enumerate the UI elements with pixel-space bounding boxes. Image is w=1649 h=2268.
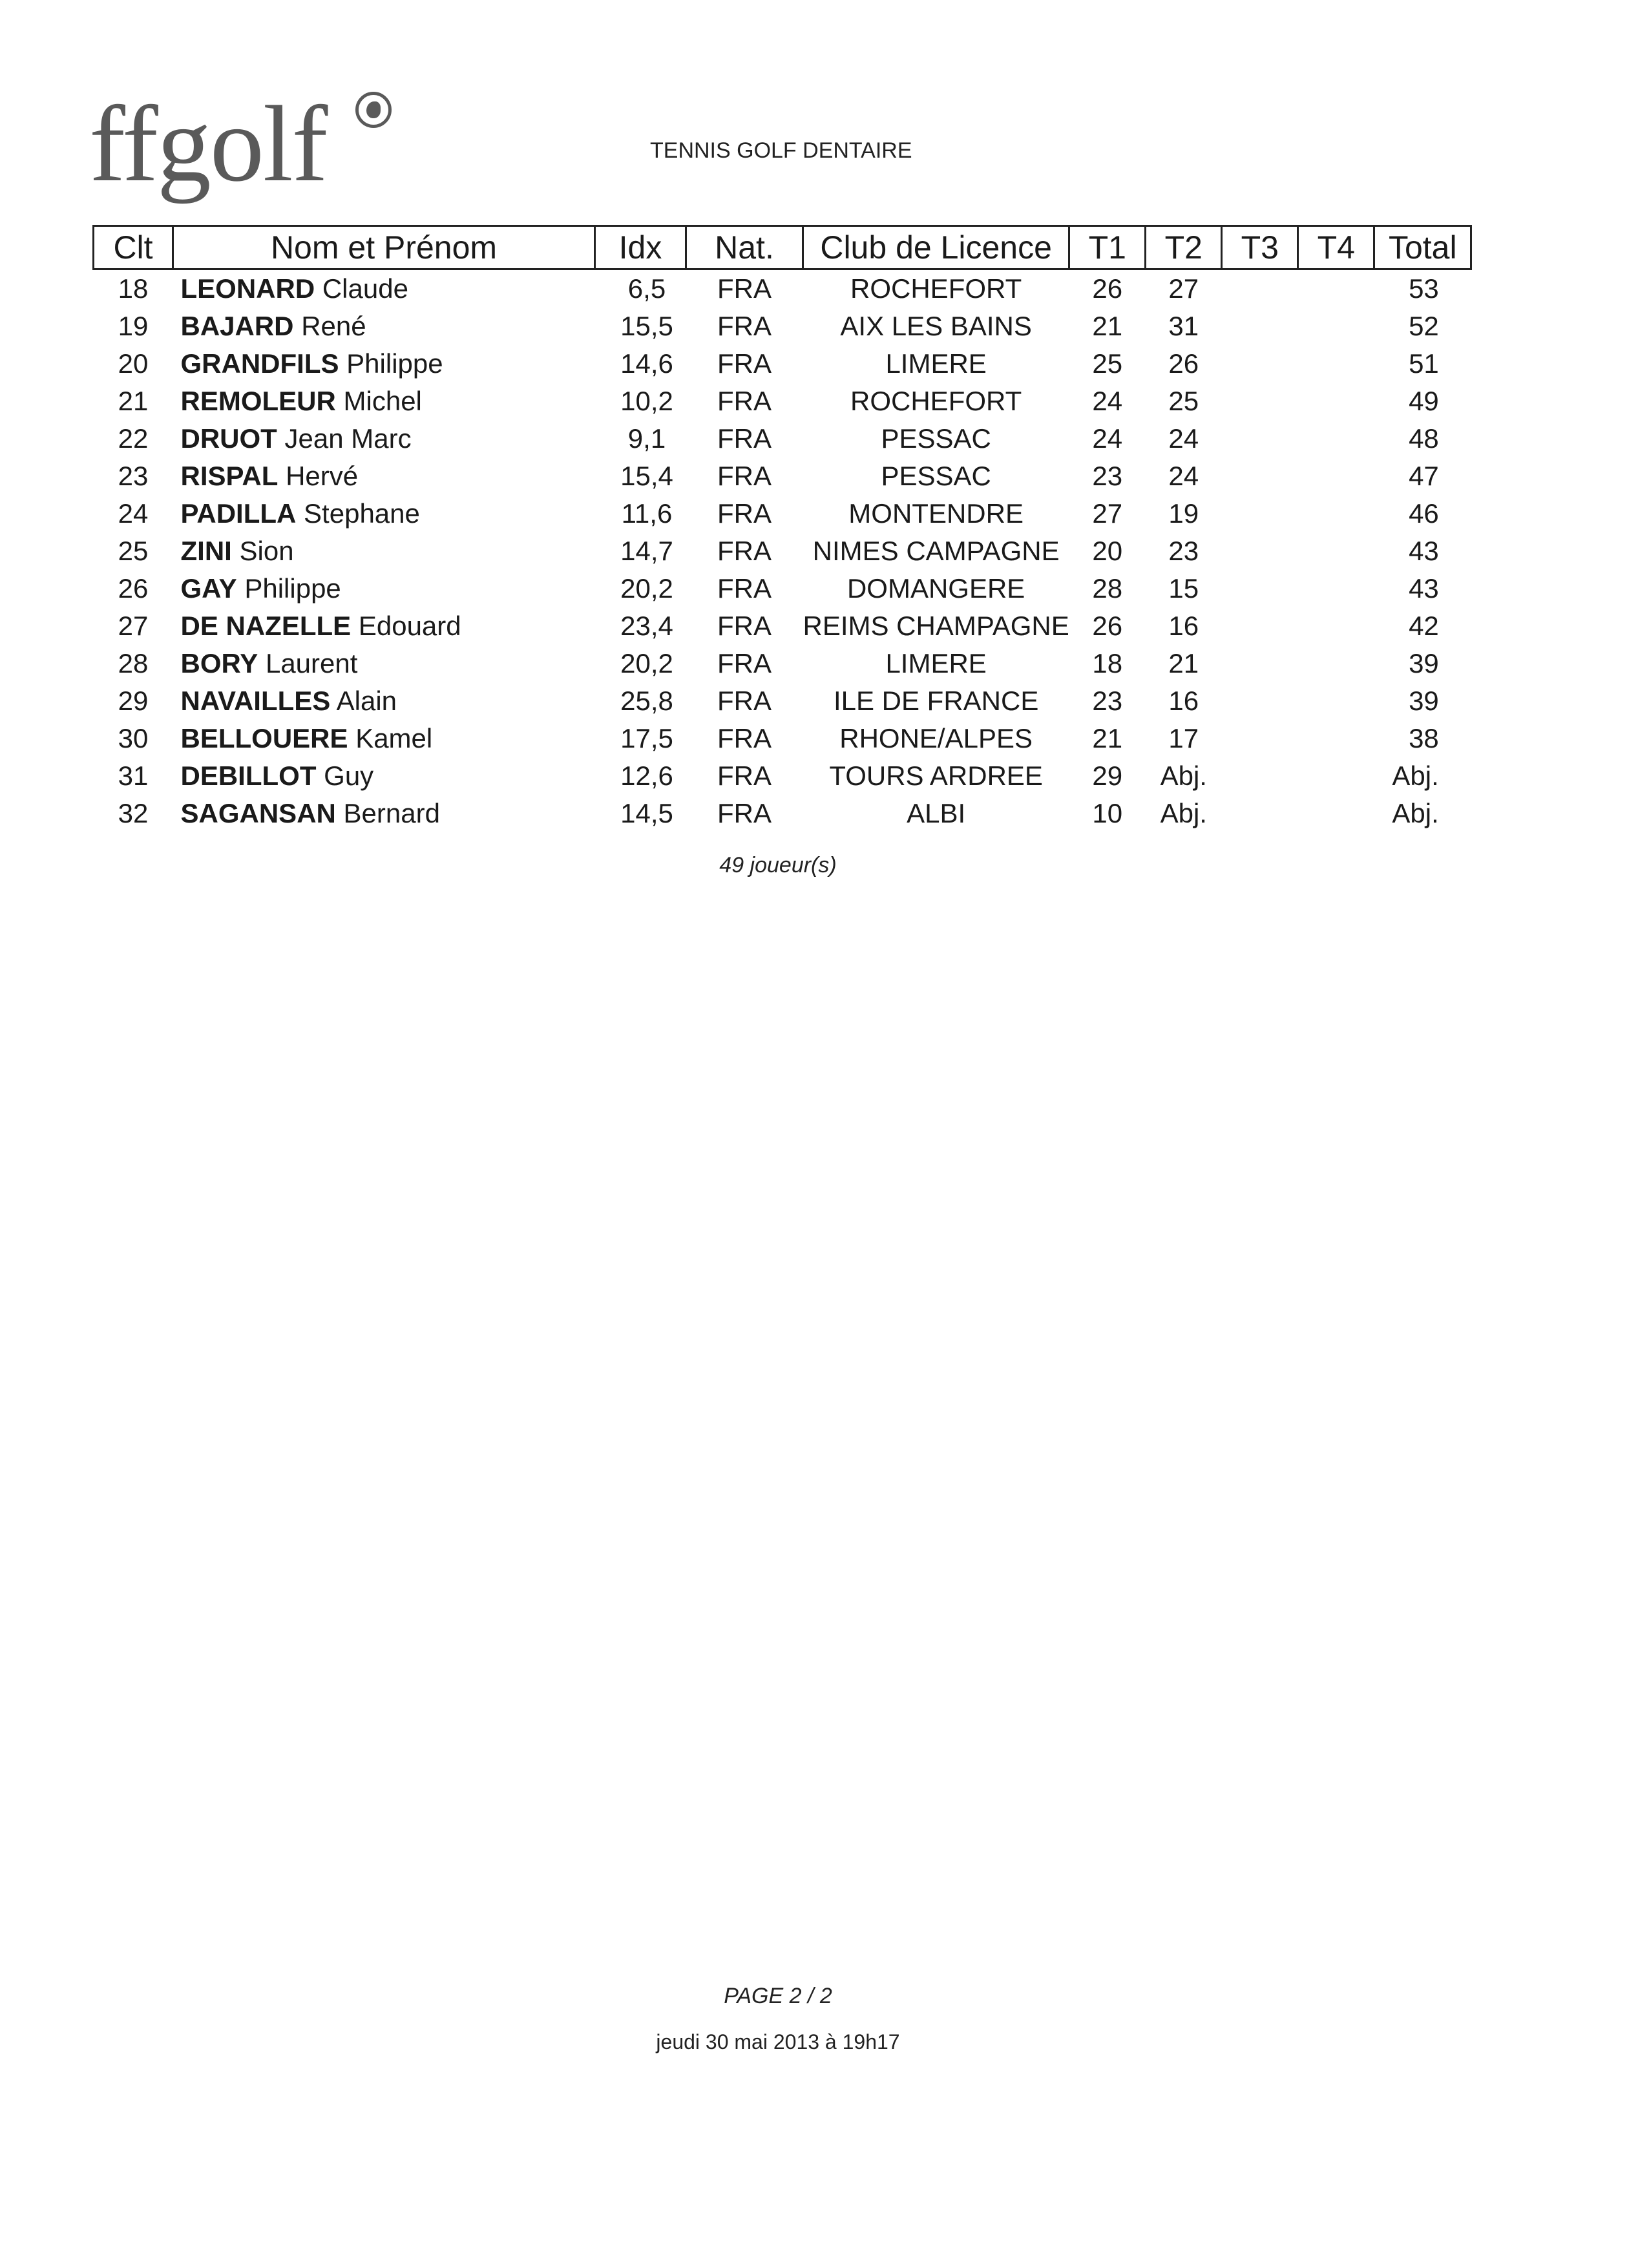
column-header: Total [1374, 226, 1471, 269]
index-cell: 15,4 [620, 461, 673, 491]
club-cell: ROCHEFORT [850, 386, 1022, 416]
total-cell: 52 [1409, 311, 1439, 341]
last-name: BELLOUERE [180, 723, 348, 753]
column-header: T1 [1069, 226, 1146, 269]
club-cell: NIMES CAMPAGNE [812, 536, 1060, 566]
rank-cell: 25 [118, 536, 149, 566]
name-cell [173, 532, 595, 570]
nationality-cell: FRA [717, 648, 772, 678]
first-name: Jean Marc [284, 423, 412, 454]
last-name: BAJARD [180, 311, 294, 341]
round1-cell: 24 [1092, 423, 1123, 454]
total-cell: 51 [1409, 348, 1439, 379]
round4-cell [1298, 720, 1374, 757]
total-cell: 38 [1409, 723, 1439, 753]
total-cell: 46 [1409, 498, 1439, 529]
club-cell: DOMANGERE [846, 573, 1025, 604]
table-row [94, 345, 1471, 383]
total-cell: 39 [1409, 686, 1439, 716]
index-cell: 14,5 [620, 798, 673, 828]
column-header: Clt [94, 226, 173, 269]
round2-cell: 16 [1168, 686, 1199, 716]
column-header: Idx [595, 226, 686, 269]
club-cell: ALBI [907, 798, 966, 828]
name-cell [173, 345, 595, 383]
round4-cell [1298, 645, 1374, 682]
first-name: René [301, 311, 366, 341]
logo-text: ffgolf [89, 84, 327, 204]
first-name: Kamel [355, 723, 433, 753]
rank-cell: 20 [118, 348, 149, 379]
club-cell: ILE DE FRANCE [833, 686, 1039, 716]
round2-cell: 24 [1168, 423, 1199, 454]
round4-cell [1298, 795, 1374, 832]
total-cell: 47 [1409, 461, 1439, 491]
nationality-cell: FRA [717, 311, 772, 341]
first-name: Michel [343, 386, 422, 416]
total-cell: Abj. [1392, 761, 1439, 791]
round2-cell: 15 [1168, 573, 1199, 604]
round2-cell: 27 [1168, 273, 1199, 304]
round3-cell [1222, 682, 1298, 720]
club-cell: RHONE/ALPES [839, 723, 1033, 753]
rank-cell: 18 [118, 273, 149, 304]
nationality-cell: FRA [717, 798, 772, 828]
table-row [94, 607, 1471, 645]
round2-cell: 24 [1168, 461, 1199, 491]
round3-cell [1222, 757, 1298, 795]
nationality-cell: FRA [717, 461, 772, 491]
event-title: TENNIS GOLF DENTAIRE [650, 138, 912, 163]
rank-cell: 24 [118, 498, 149, 529]
round2-cell: 17 [1168, 723, 1199, 753]
round2-cell: 23 [1168, 536, 1199, 566]
round1-cell: 26 [1092, 611, 1123, 641]
round3-cell [1222, 795, 1298, 832]
table-row [94, 420, 1471, 457]
round1-cell: 26 [1092, 273, 1123, 304]
last-name: NAVAILLES [180, 686, 331, 716]
print-date: jeudi 30 mai 2013 à 19h17 [656, 2030, 900, 2053]
first-name: Sion [239, 536, 294, 566]
name-cell [173, 495, 595, 532]
name-cell [173, 570, 595, 607]
table-row [94, 308, 1471, 345]
rank-cell: 31 [118, 761, 149, 791]
index-cell: 9,1 [627, 423, 666, 454]
last-name: RISPAL [180, 461, 278, 491]
rooster-registered-icon [355, 92, 392, 128]
round1-cell: 21 [1092, 311, 1123, 341]
round4-cell [1298, 495, 1374, 532]
index-cell: 14,7 [620, 536, 673, 566]
last-name: GAY [180, 573, 237, 604]
round1-cell: 10 [1092, 798, 1123, 828]
round3-cell [1222, 607, 1298, 645]
total-cell: 42 [1409, 611, 1439, 641]
round4-cell [1298, 383, 1374, 420]
first-name: Philippe [346, 348, 443, 379]
table-row [94, 495, 1471, 532]
index-cell: 10,2 [620, 386, 673, 416]
club-cell: MONTENDRE [848, 498, 1024, 529]
total-cell: 53 [1409, 273, 1439, 304]
first-name: Claude [322, 273, 408, 304]
column-header: T4 [1298, 226, 1374, 269]
nationality-cell: FRA [717, 536, 772, 566]
nationality-cell: FRA [717, 686, 772, 716]
first-name: Edouard [358, 611, 461, 641]
name-cell [173, 607, 595, 645]
last-name: PADILLA [180, 498, 297, 529]
rank-cell: 23 [118, 461, 149, 491]
total-cell: 48 [1409, 423, 1439, 454]
first-name: Stephane [304, 498, 420, 529]
rank-cell: 21 [118, 386, 149, 416]
round2-cell: Abj. [1160, 798, 1207, 828]
rank-cell: 29 [118, 686, 149, 716]
name-cell [173, 757, 595, 795]
round1-cell: 18 [1092, 648, 1123, 678]
round4-cell [1298, 269, 1374, 308]
index-cell: 11,6 [621, 498, 673, 529]
results-table [92, 225, 1472, 832]
round4-cell [1298, 345, 1374, 383]
club-cell: ROCHEFORT [850, 273, 1022, 304]
results-body [94, 269, 1471, 833]
last-name: GRANDFILS [180, 348, 339, 379]
nationality-cell: FRA [717, 386, 772, 416]
last-name: DEBILLOT [180, 761, 317, 791]
round3-cell [1222, 308, 1298, 345]
rank-cell: 28 [118, 648, 149, 678]
page-number: PAGE 2 / 2 [724, 1984, 832, 2008]
round3-cell [1222, 383, 1298, 420]
club-cell: TOURS ARDREE [829, 761, 1043, 791]
name-cell [173, 269, 595, 308]
column-header: Nat. [686, 226, 803, 269]
column-header: Club de Licence [803, 226, 1069, 269]
round2-cell: 31 [1168, 311, 1199, 341]
header-row [94, 226, 1471, 269]
total-cell: Abj. [1392, 798, 1439, 828]
nationality-cell: FRA [717, 723, 772, 753]
total-cell: 49 [1409, 386, 1439, 416]
first-name: Hervé [286, 461, 359, 491]
round1-cell: 23 [1092, 686, 1123, 716]
nationality-cell: FRA [717, 348, 772, 379]
nationality-cell: FRA [717, 573, 772, 604]
column-header: T3 [1222, 226, 1298, 269]
nationality-cell: FRA [717, 498, 772, 529]
nationality-cell: FRA [717, 423, 772, 454]
round4-cell [1298, 420, 1374, 457]
rank-cell: 30 [118, 723, 149, 753]
table-row [94, 682, 1471, 720]
round1-cell: 29 [1092, 761, 1123, 791]
round2-cell: 19 [1168, 498, 1199, 529]
table-row [94, 570, 1471, 607]
round1-cell: 21 [1092, 723, 1123, 753]
round4-cell [1298, 682, 1374, 720]
last-name: DE NAZELLE [180, 611, 352, 641]
name-cell [173, 308, 595, 345]
round3-cell [1222, 720, 1298, 757]
table-row [94, 720, 1471, 757]
total-cell: 39 [1409, 648, 1439, 678]
round3-cell [1222, 345, 1298, 383]
round2-cell: Abj. [1160, 761, 1207, 791]
player-count: 49 joueur(s) [719, 853, 837, 877]
round3-cell [1222, 457, 1298, 495]
round3-cell [1222, 532, 1298, 570]
rank-cell: 26 [118, 573, 149, 604]
total-cell: 43 [1409, 536, 1439, 566]
table-row [94, 757, 1471, 795]
round4-cell [1298, 308, 1374, 345]
last-name: DRUOT [180, 423, 277, 454]
first-name: Guy [324, 761, 374, 791]
index-cell: 14,6 [620, 348, 673, 379]
table-row [94, 269, 1471, 308]
round4-cell [1298, 570, 1374, 607]
table-row [94, 383, 1471, 420]
last-name: REMOLEUR [180, 386, 336, 416]
last-name: SAGANSAN [180, 798, 336, 828]
rank-cell: 32 [118, 798, 149, 828]
first-name: Alain [336, 686, 397, 716]
round2-cell: 25 [1168, 386, 1199, 416]
club-cell: LIMERE [885, 648, 987, 678]
round4-cell [1298, 457, 1374, 495]
index-cell: 6,5 [627, 273, 666, 304]
round3-cell [1222, 645, 1298, 682]
round2-cell: 21 [1168, 648, 1199, 678]
round1-cell: 20 [1092, 536, 1123, 566]
index-cell: 17,5 [620, 723, 673, 753]
name-cell [173, 795, 595, 832]
name-cell [173, 682, 595, 720]
round1-cell: 24 [1092, 386, 1123, 416]
name-cell [173, 720, 595, 757]
ffgolf-logo [89, 84, 327, 204]
name-cell [173, 383, 595, 420]
round1-cell: 23 [1092, 461, 1123, 491]
table-row [94, 645, 1471, 682]
index-cell: 25,8 [620, 686, 673, 716]
round3-cell [1222, 570, 1298, 607]
name-cell [173, 645, 595, 682]
club-cell: LIMERE [885, 348, 987, 379]
index-cell: 12,6 [620, 761, 673, 791]
last-name: LEONARD [180, 273, 315, 304]
first-name: Philippe [244, 573, 341, 604]
club-cell: AIX LES BAINS [840, 311, 1032, 341]
round1-cell: 27 [1092, 498, 1123, 529]
index-cell: 20,2 [620, 573, 673, 604]
total-cell: 43 [1409, 573, 1439, 604]
column-header: Nom et Prénom [173, 226, 595, 269]
round3-cell [1222, 269, 1298, 308]
round3-cell [1222, 495, 1298, 532]
club-cell: PESSAC [881, 461, 991, 491]
round2-cell: 16 [1168, 611, 1199, 641]
index-cell: 23,4 [620, 611, 673, 641]
index-cell: 20,2 [620, 648, 673, 678]
name-cell [173, 420, 595, 457]
first-name: Bernard [343, 798, 440, 828]
index-cell: 15,5 [620, 311, 673, 341]
name-cell [173, 457, 595, 495]
table-row [94, 795, 1471, 832]
round4-cell [1298, 607, 1374, 645]
first-name: Laurent [265, 648, 358, 678]
round1-cell: 28 [1092, 573, 1123, 604]
table-row [94, 457, 1471, 495]
last-name: BORY [180, 648, 258, 678]
round1-cell: 25 [1092, 348, 1123, 379]
round4-cell [1298, 532, 1374, 570]
rank-cell: 27 [118, 611, 149, 641]
column-header: T2 [1146, 226, 1222, 269]
rank-cell: 22 [118, 423, 149, 454]
nationality-cell: FRA [717, 761, 772, 791]
round4-cell [1298, 757, 1374, 795]
nationality-cell: FRA [717, 273, 772, 304]
round3-cell [1222, 420, 1298, 457]
club-cell: PESSAC [881, 423, 991, 454]
rank-cell: 19 [118, 311, 149, 341]
table-row [94, 532, 1471, 570]
last-name: ZINI [180, 536, 232, 566]
round2-cell: 26 [1168, 348, 1199, 379]
club-cell: REIMS CHAMPAGNE [803, 611, 1069, 641]
nationality-cell: FRA [717, 611, 772, 641]
